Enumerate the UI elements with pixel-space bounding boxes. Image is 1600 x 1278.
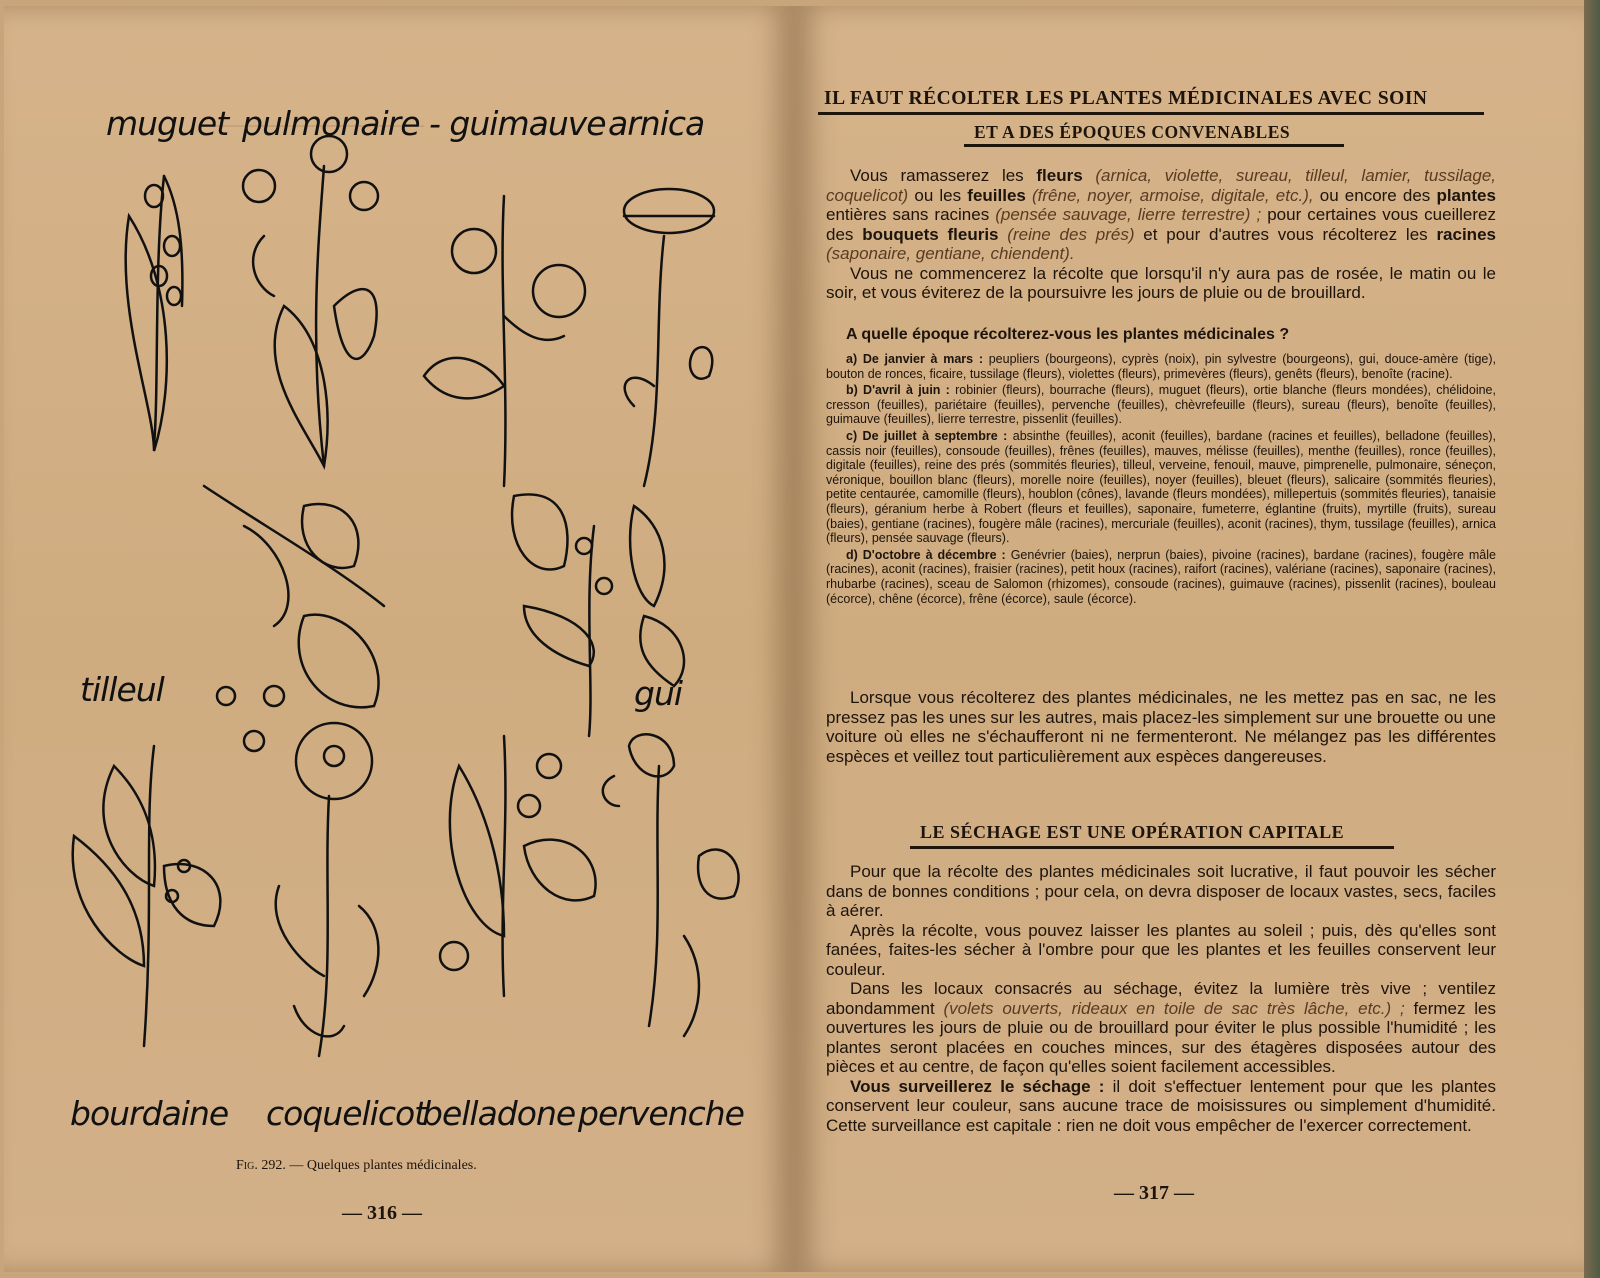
- caption-text: — Quelques plantes médicinales.: [289, 1158, 477, 1173]
- label-pervenche: pervenche: [578, 1094, 744, 1133]
- pulmonaire-drawing: [243, 136, 378, 466]
- label-arnica: arnica: [608, 104, 705, 143]
- season-item: b) D'avril à juin : robinier (fleurs), bourrache (fleurs), muguet (fleurs), ortie blanche (fleurs mondées), chélidoine, cresson (feuilles), pariétaire (feuilles), pervenche (feuilles), chèvrefeuille (fleurs), sureau (fleurs), benoîte (feuilles), guimauve (feuilles), lierre terrestre, pissenlit (feuilles).: [826, 383, 1496, 427]
- drying-paragraph-2: Après la récolte, vous pouvez laisser les plantes au soleil ; puis, dès qu'elles sont fanées, faites-les sécher à l'ombre pour que les plantes et les feuilles conservent leur couleur.: [826, 920, 1496, 979]
- pervenche-drawing: [603, 734, 739, 1036]
- drying-text: [826, 862, 1496, 1135]
- left-page: [4, 6, 794, 1272]
- heading-rule-3: [910, 846, 1394, 849]
- heading-rule-1: [818, 112, 1484, 115]
- bourdaine-drawing: [73, 746, 221, 1046]
- season-item: d) D'octobre à décembre : Genévrier (baies), nerprun (baies), pivoine (racines), bardane (racines), fougère mâle (racines), aconit (racines), fraisier (racines), petit houx (racines), raifort (racines), valériane (racines), saponaire (racines), rhubarbe (racines), sceau de Salomon (rhizomes), consoude (racines), guimauve (racines), pissenlit (racines), bouleau (écorce), chêne (écorce), frêne (écorce), saule (écorce).: [826, 547, 1496, 606]
- intro-paragraph-2: Vous ne commencerez la récolte que lorsqu'il n'y aura pas de rosée, le matin ou le soir, et vous éviterez de la poursuivre les jours de pluie ou de brouillard.: [826, 263, 1496, 302]
- harvest-paragraph: Lorsque vous récolterez des plantes médicinales, ne les mettez pas en sac, ne les pressez pas les unes sur les autres, mais placez-les simplement sur une brouette ou une voiture où elles ne s'échaufferont ni ne fermenteront. Ne mélangez pas les différentes espèces et veillez tout particulièrement aux espèces dangereuses.: [826, 688, 1496, 766]
- coquelicot-drawing: [276, 723, 379, 1056]
- label-tilleul: tilleul: [80, 670, 164, 709]
- harvest-text: [826, 688, 1496, 766]
- book-edge: [1584, 0, 1600, 1278]
- page-number-right: — 317 —: [1114, 1182, 1194, 1204]
- label-muguet: muguet: [106, 104, 229, 143]
- belladone-drawing: [440, 736, 596, 996]
- muguet-drawing: [126, 176, 183, 451]
- right-page: [794, 6, 1584, 1272]
- heading-sub: ET A DES ÉPOQUES CONVENABLES: [974, 122, 1291, 142]
- season-list: [826, 352, 1496, 608]
- heading-drying: LE SÉCHAGE EST UNE OPÉRATION CAPITALE: [920, 822, 1345, 842]
- subheading-season: A quelle époque récolterez-vous les plantes médicinales ?: [846, 326, 1290, 343]
- page-number-left: — 316 —: [342, 1202, 422, 1224]
- intro-text: [826, 166, 1496, 303]
- tilleul-drawing: [204, 486, 384, 751]
- arnica-drawing: [624, 189, 714, 486]
- figure-caption: [236, 1158, 477, 1174]
- label-coquelicot: coquelicot: [266, 1094, 427, 1133]
- heading-main: IL FAUT RÉCOLTER LES PLANTES MÉDICINALES AVEC SOIN: [824, 88, 1428, 109]
- intro-paragraph-1: Vous ramasserez les fleurs (arnica, violette, sureau, tilleul, lamier, tussilage, coquelicot) ou les feuilles (frêne, noyer, armoise, digitale, etc.), ou encore des plantes entières sans racines (pensée sauvage, lierre terrestre) ; pour certaines vous cueillerez des bouquets fleuris (reine des prés) et pour d'autres vous récolterez les racines (saponaire, gentiane, chiendent).: [826, 166, 1496, 263]
- drying-paragraph-3: Dans les locaux consacrés au séchage, évitez la lumière très vive ; ventilez abondamment (volets ouverts, rideaux en toile de sac très lâche, etc.) ; fermez les ouvertures les jours de pluie ou de brouillard pour éviter le plus possible l'humidité ; les plantes seront placées en couches minces, sur des étagères disposées autour des pièces et au centre, de façon qu'elles soient facilement accessibles.: [826, 979, 1497, 1076]
- label-bourdaine: bourdaine: [70, 1094, 229, 1133]
- label-gui: gui: [634, 674, 683, 713]
- guimauve-drawing: [424, 196, 585, 486]
- heading-rule-2: [964, 144, 1344, 147]
- drying-paragraph-1: Pour que la récolte des plantes médicinales soit lucrative, il faut pouvoir les sécher dans de bonnes conditions ; pour cela, on devra disposer de locaux vastes, secs, faciles à aérer.: [826, 862, 1496, 920]
- season-item: c) De juillet à septembre : absinthe (feuilles), aconit (feuilles), bardane (racines et feuilles), belladone (feuilles), cassis noir (feuilles), consoude (feuilles), frênes (feuilles), mauves, mélisse (feuilles), menthe (feuilles), ronce (feuilles), digitale (feuilles), reine des prés (sommités fleuries), tilleul, verveine, fenouil, mauve, pimprenelle, pulmonaire, séneçon, véronique, bouillon blanc (fleurs), morelle noire (feuilles), noyer (feuilles), bleuet (fleurs), salicaire (sommités fleuries), petite centaurée, camomille (fleurs), houblon (cônes), lavande (fleurs mondées), millepertuis (sommités fleuries), tanaisie (fleurs), géranium herbe à Robert (fleurs et feuilles), saponaire, fumeterre, églantine (fruits), myrtille (fruits), sureau (baies), gentiane (racines), fougère mâle (racines), mercuriale (feuilles), aconit (racines), thym, tussilage (feuilles), arnica (fleurs), pensée sauvage (fleurs).: [826, 428, 1497, 546]
- caption-fig-number: Fig. 292.: [236, 1158, 286, 1173]
- plant-illustrations: [4, 6, 794, 1272]
- season-item: a) De janvier à mars : peupliers (bourgeons), cyprès (noix), pin sylvestre (bourgeons), gui, douce-amère (tige), bouton de ronces, ficaire, tussilage (fleurs), violettes (fleurs), primevères (fleurs), genêts (fleurs), benoîte (racine).: [826, 352, 1496, 381]
- drying-paragraph-4: Vous surveillerez le séchage : il doit s'effectuer lentement pour que les plantes conservent leur couleur, sans aucune trace de moisissures ou simplement d'humidité. Cette surveillance est capitale : rien ne doit vous empêcher de l'exercer correctement.: [826, 1076, 1496, 1135]
- label-pulmonaire-guimauve: pulmonaire - guimauve: [242, 104, 606, 143]
- label-belladone: belladone: [422, 1094, 576, 1133]
